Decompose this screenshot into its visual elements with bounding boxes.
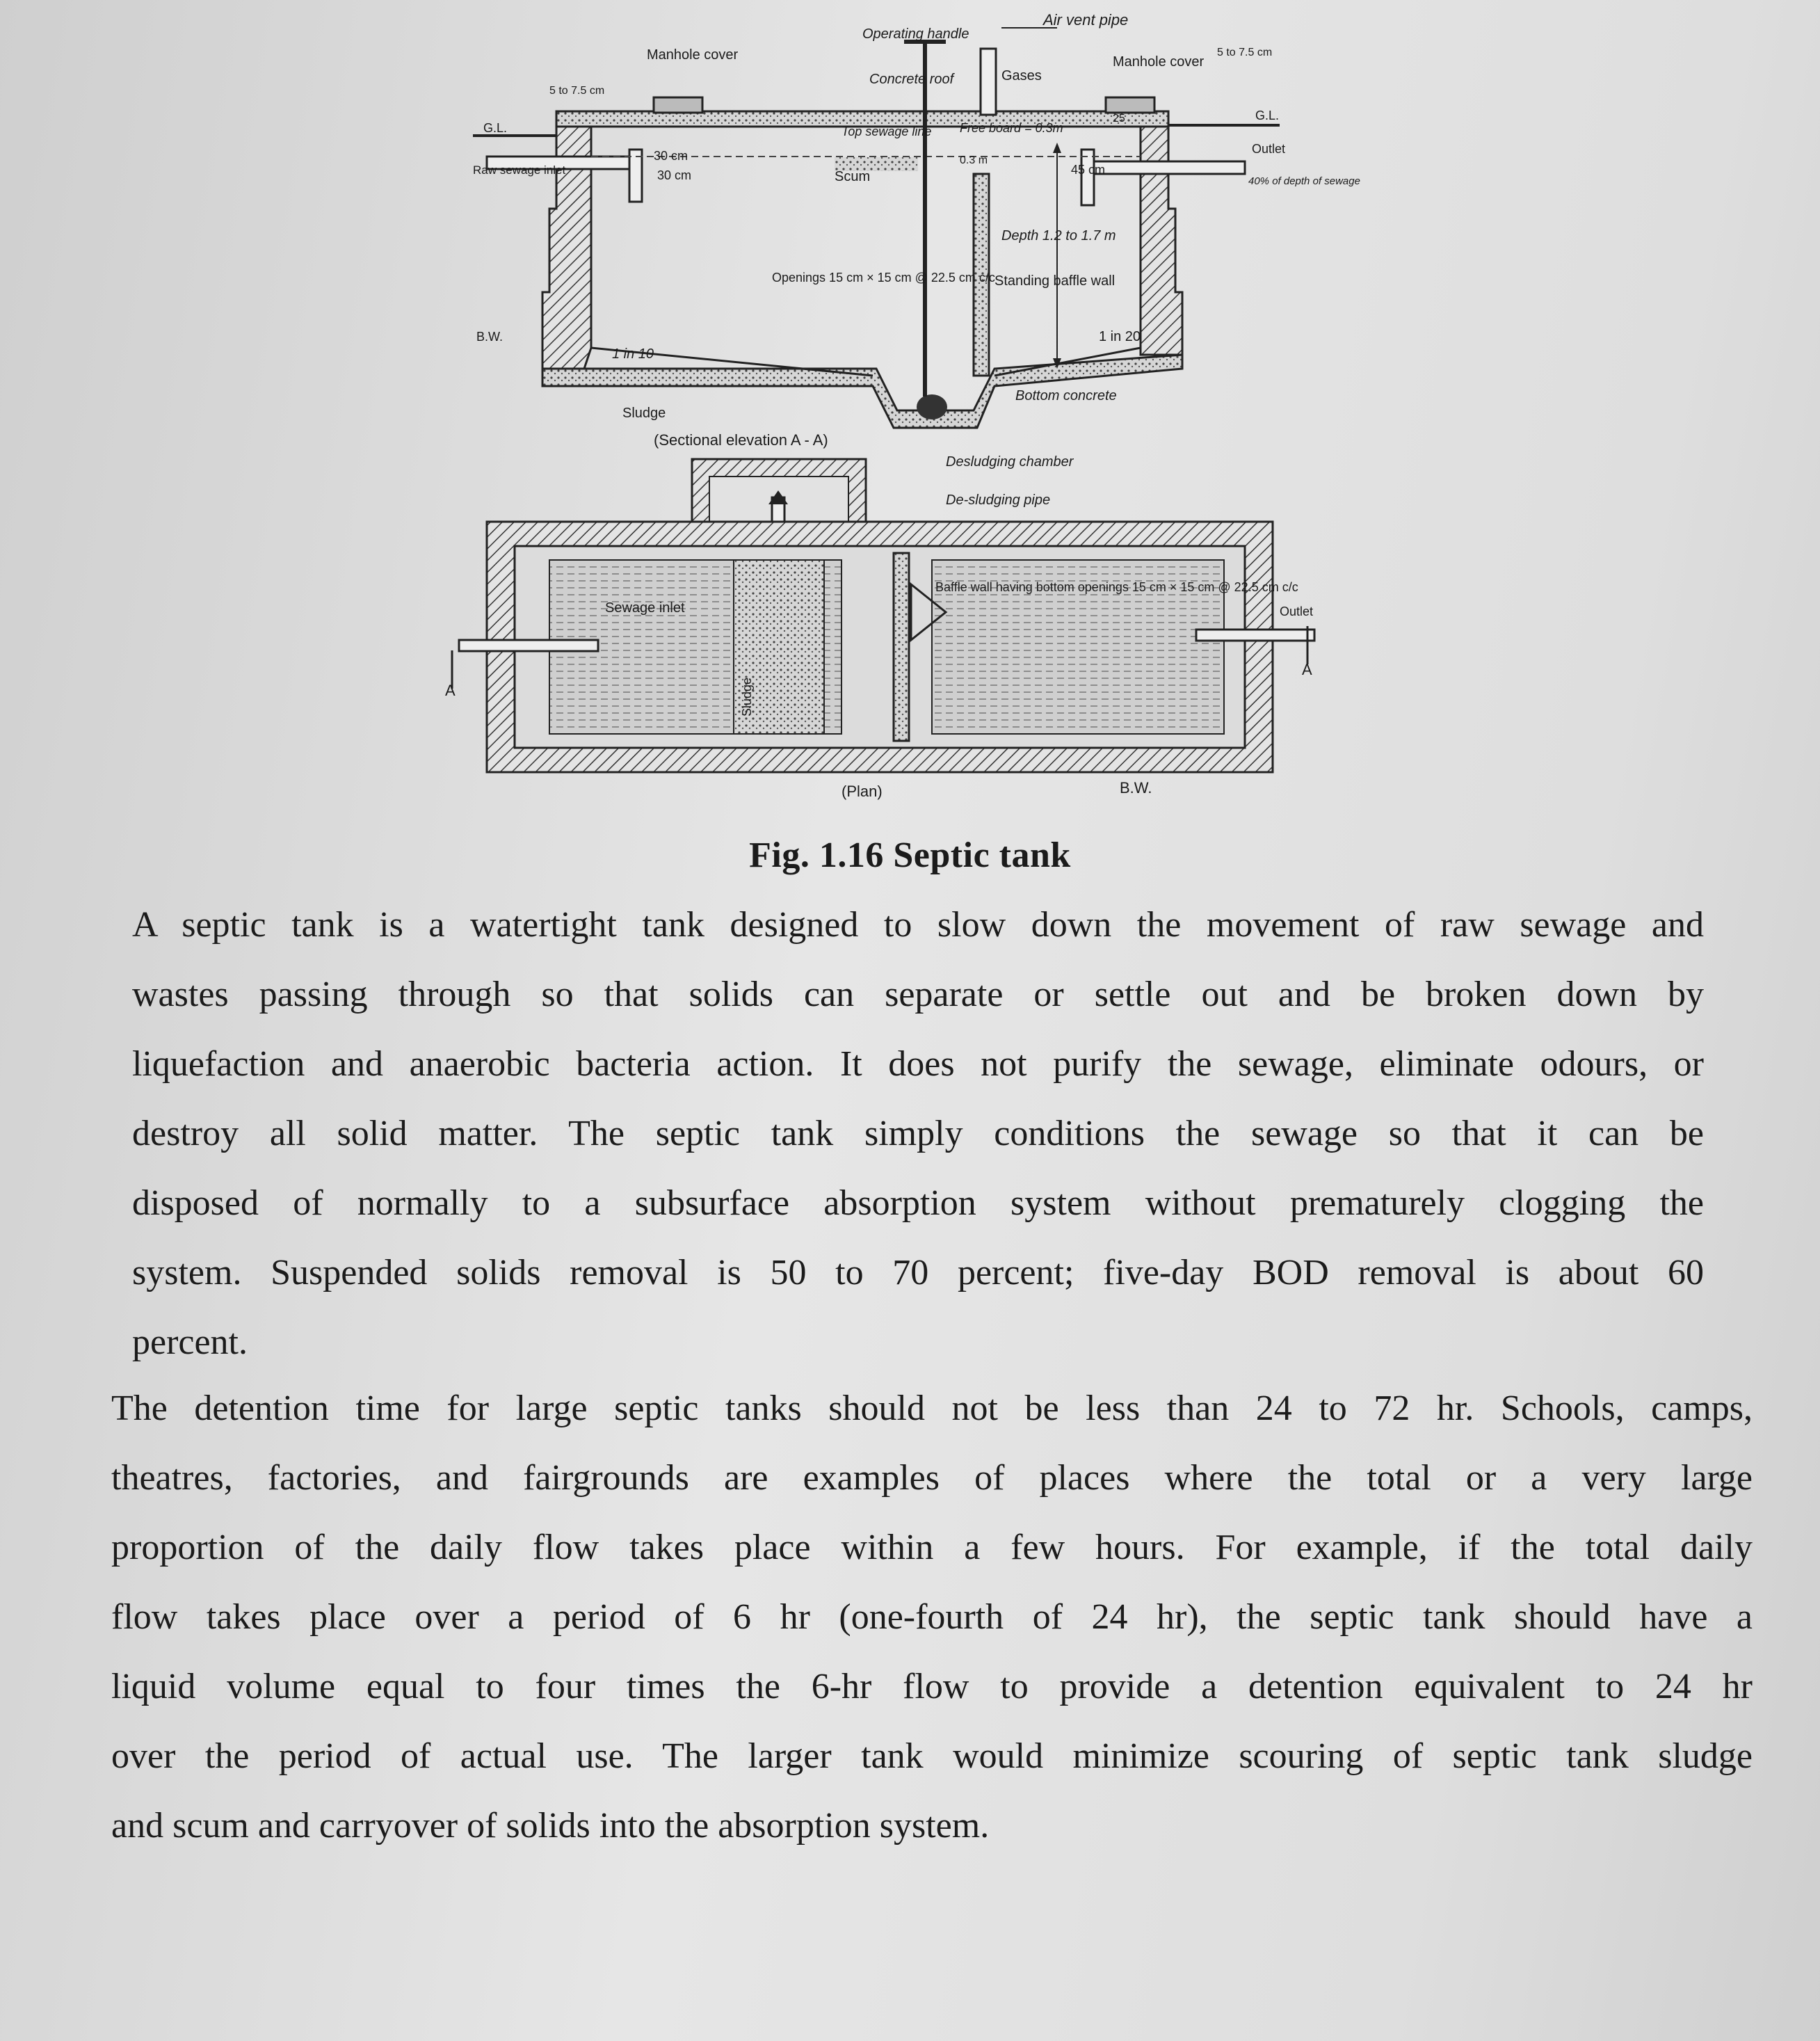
paragraph-1-line: percent. [132,1322,248,1362]
paragraph-1-line: disposed of normally to a subsurface absorption system without prematurely clogging the [132,1183,1704,1223]
free-board-label: Free board = 0.3m [960,121,1063,135]
sewage-inlet-plan-label: Sewage inlet [605,600,685,616]
standing-baffle-wall-label: Standing baffle wall [994,273,1116,289]
dim-45cm-label: 45 cm [1071,163,1106,177]
desludging-chamber-label: Desludging chamber [946,454,1074,470]
paragraph-2 [111,1374,1753,1861]
paragraph-2-line: proportion of the daily flow takes place within a few hours. For example, if the total daily [111,1528,1753,1567]
depth-label: Depth 1.2 to 1.7 m [1001,228,1116,243]
sectional-elevation-label: (Sectional elevation A - A) [654,431,828,449]
septic-tank-figure [445,0,1377,807]
gl-left-label: G.L. [483,121,508,135]
dim-30cm-a-label: 30 cm [654,149,688,163]
slope-right-label: 1 in 20 [1099,329,1141,344]
paragraph-1 [132,890,1704,1377]
dim-03m-label: 0.3 m [960,154,988,166]
paragraph-2-line: theatres, factories, and fairgrounds are examples of places where the total or a very large [111,1458,1753,1498]
outlet-top-label: Outlet [1252,142,1286,156]
concrete-roof-label: Concrete roof [869,72,954,87]
paragraph-2-line: liquid volume equal to four times the 6-hr flow to provide a detention equivalent to 24 hr [111,1667,1753,1706]
paragraph-2-line: and scum and carryover of solids into the absorption system. [111,1806,990,1846]
section-a-left-label: A [445,682,456,699]
raw-sewage-inlet-label: Raw sewage inlet [473,163,566,177]
outlet-plan-label: Outlet [1280,605,1314,618]
gl-right-label: G.L. [1255,109,1280,122]
desludging-pipe-label: De-sludging pipe [946,493,1051,508]
operating-handle-label: Operating handle [862,26,969,42]
bw-plan-label: B.W. [1120,779,1152,797]
paragraph-1-line: destroy all solid matter. The septic tank simply conditions the sewage so that it can be [132,1114,1704,1153]
paragraph-1-line: A septic tank is a watertight tank designed to slow down the movement of raw sewage and [132,905,1704,945]
paragraph-1-line: system. Suspended solids removal is 50 to 70 percent; five-day BOD removal is about 60 [132,1253,1704,1292]
gases-label: Gases [1001,68,1042,83]
paragraph-2-line: over the period of actual use. The larger tank would minimize scouring of septic tank sludge [111,1736,1753,1776]
baffle-wall-plan-label: Baffle wall having bottom openings 15 cm × 15 cm @ 22.5 cm c/c [935,580,1298,594]
top-sewage-line-label: Top sewage line [841,125,932,138]
paragraph-2-line: flow takes place over a period of 6 hr (one-fourth of 24 hr), the septic tank should have a [111,1597,1753,1637]
air-vent-pipe-label: Air vent pipe [1043,11,1129,29]
dim-30cm-b-label: 30 cm [657,168,692,182]
dim-5-to-75-label: 5 to 7.5 cm [549,85,605,97]
openings-label: Openings 15 cm × 15 cm @ 22.5 cm c/c [772,271,995,285]
pct-40-label: 40% of depth of sewage [1248,175,1360,187]
scum-label: Scum [835,169,871,184]
manhole-cover-left-label: Manhole cover [647,47,739,63]
bw-left-label: B.W. [476,330,504,344]
dim-25-label: 25 [1113,113,1125,125]
manhole-cover-right-label: Manhole cover [1113,54,1205,70]
paragraph-1-line: liquefaction and anaerobic bacteria action. It does not purify the sewage, eliminate odours, or [132,1044,1704,1084]
septic-tank-drawing [445,0,1377,807]
slope-left-label: 1 in 10 [612,346,654,362]
paragraph-1-line: wastes passing through so that solids can separate or settle out and be broken down by [132,975,1704,1014]
plan-label: (Plan) [841,783,883,800]
figure-caption: Fig. 1.16 Septic tank [749,835,1071,875]
sludge-elevation-label: Sludge [622,406,666,421]
dim-5-to-75-right-label: 5 to 7.5 cm [1217,47,1273,58]
sludge-plan-label: Sludge [740,677,754,717]
paragraph-2-line: The detention time for large septic tanks should not be less than 24 to 72 hr. Schools, camps, [111,1388,1753,1428]
section-a-right-label: A [1302,661,1312,678]
bottom-concrete-label: Bottom concrete [1015,388,1117,403]
